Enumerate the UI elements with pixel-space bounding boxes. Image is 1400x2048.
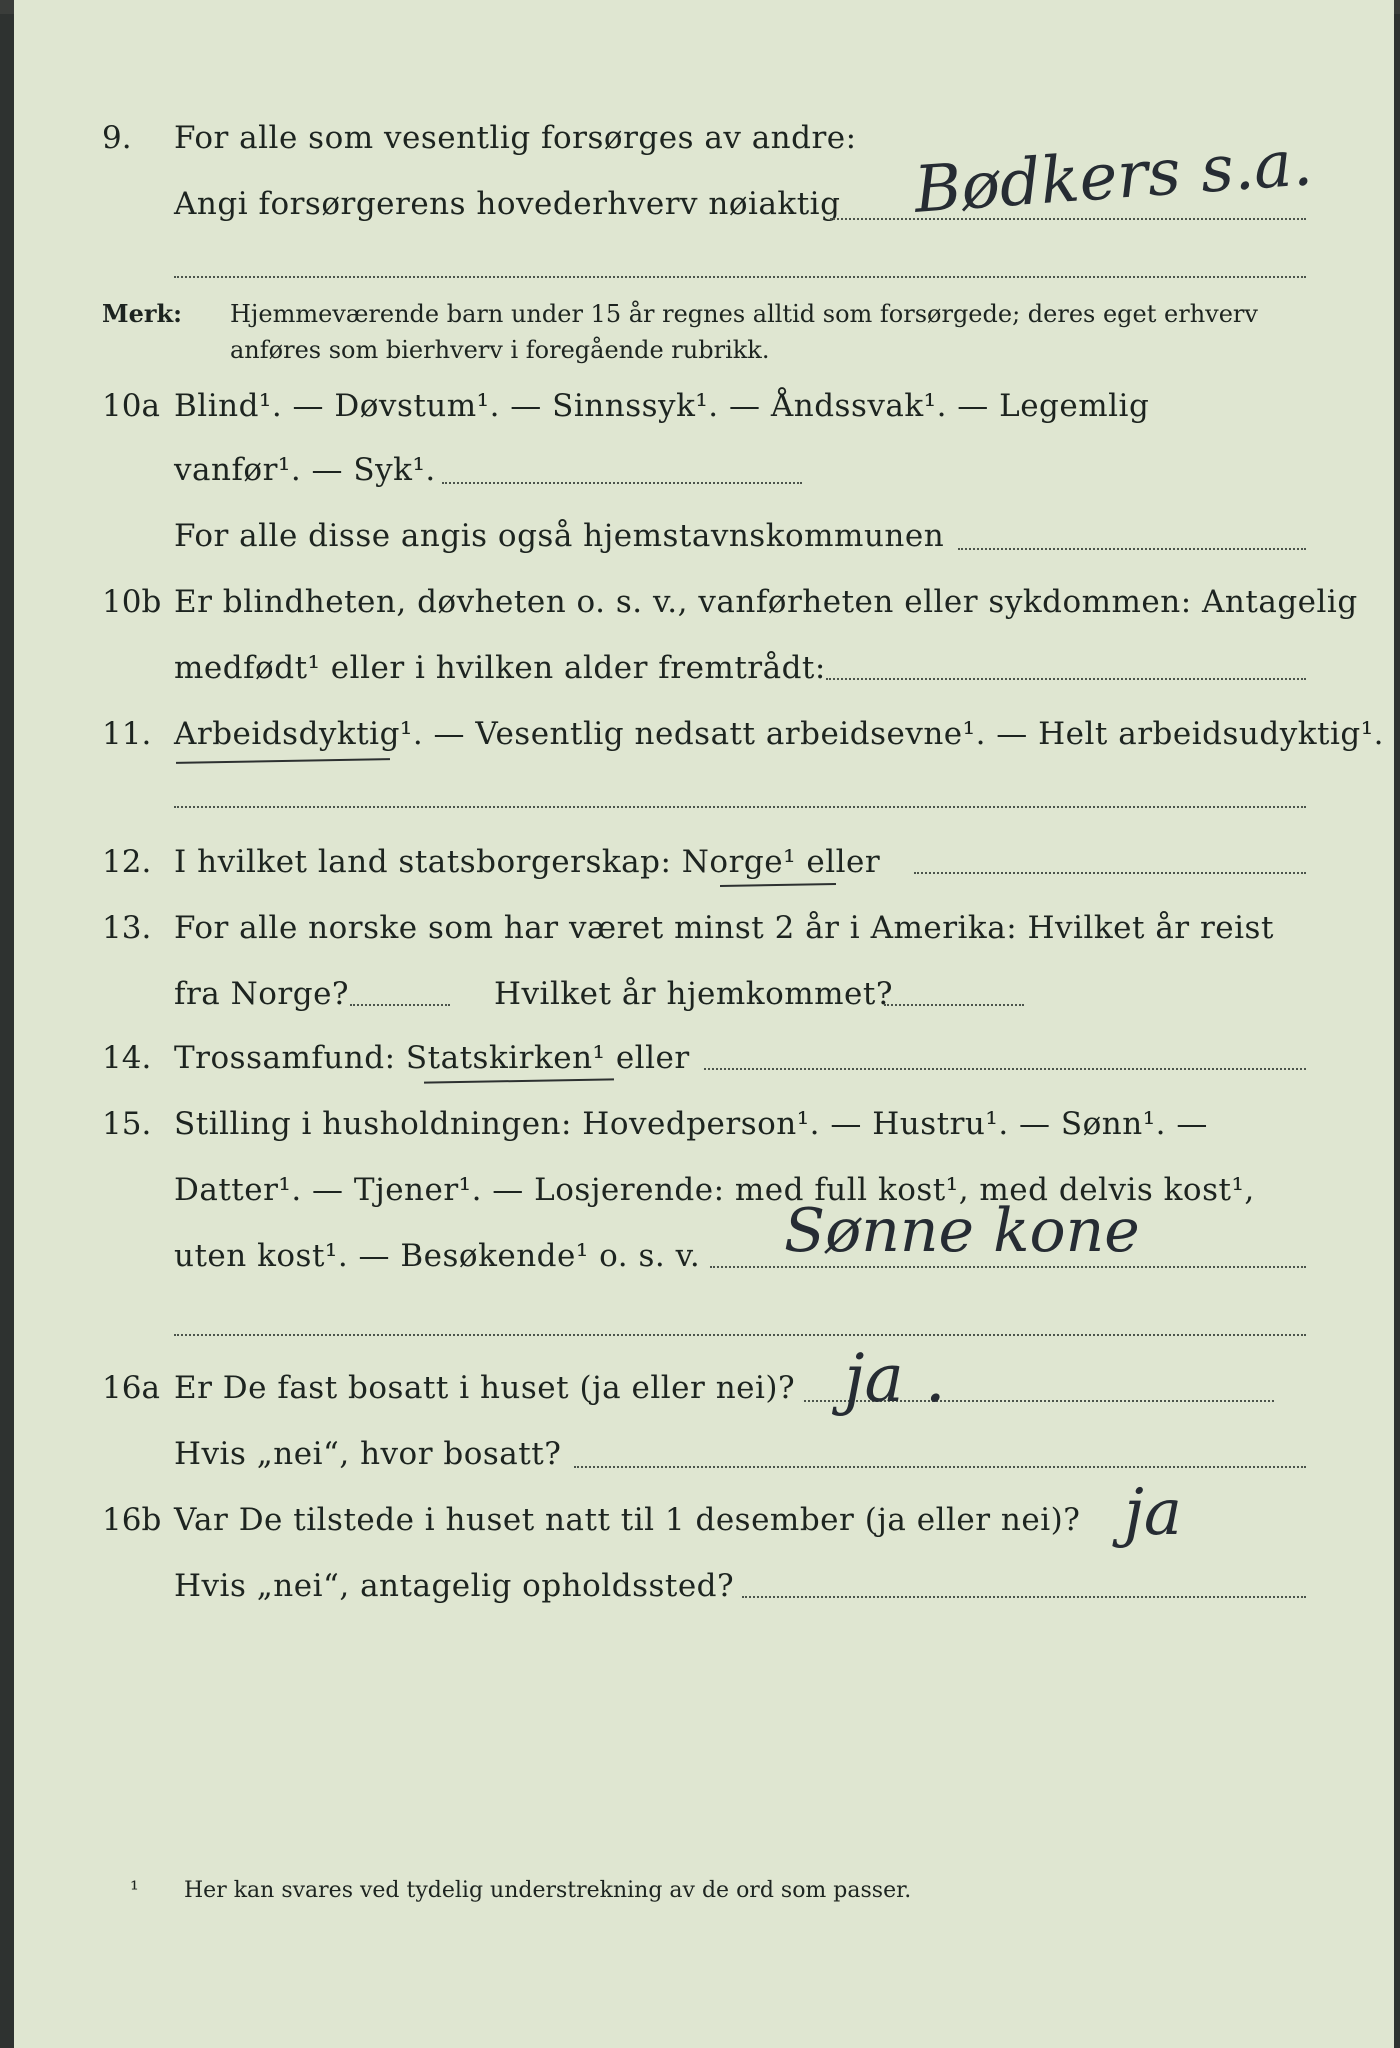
q10b-line1: Er blindheten, døvheten o. s. v., vanførheten eller sykdommen: Antagelig (174, 584, 1358, 620)
q10b-line2: medfødt¹ eller i hvilken alder fremtrådt: (174, 650, 826, 686)
q15-extra-line (174, 1334, 1306, 1336)
q16a-line1: Er De fast bosatt i huset (ja eller nei)? (174, 1370, 796, 1406)
item-number-10a: 10a (102, 388, 160, 424)
q13-dots-a (350, 1004, 450, 1006)
q11-extra-line (174, 806, 1306, 808)
q9-handwritten-answer: Bødkers s.a. (911, 126, 1315, 228)
q13-line1: For alle norske som har været minst 2 år i Amerika: Hvilket år reist (174, 910, 1274, 946)
q9-answer-line (830, 218, 1306, 220)
item-number-15: 15. (102, 1106, 152, 1142)
q15-handwritten-answer: Sønne kone (784, 1196, 1140, 1266)
note-line1: Hjemmeværende barn under 15 år regnes alltid som forsørgede; deres eget erhverv (230, 300, 1258, 328)
q16a-line2: Hvis „nei“, hvor bosatt? (174, 1436, 562, 1472)
q12-dots (914, 872, 1306, 874)
q10a-line2-dots (442, 482, 802, 484)
q11-line1: Arbeidsdyktig¹. — Vesentlig nedsatt arbeidsevne¹. — Helt arbeidsudyktig¹. (174, 716, 1385, 752)
q14-line1: Trossamfund: Statskirken¹ eller (174, 1040, 690, 1076)
q15-line3: uten kost¹. — Besøkende¹ o. s. v. (174, 1238, 701, 1274)
item-number-16a: 16a (102, 1370, 160, 1406)
q9-extra-line (174, 276, 1306, 278)
q11-answer-underline (176, 758, 390, 764)
q13-dots-b (884, 1004, 1024, 1006)
item-number-14: 14. (102, 1040, 152, 1076)
q15-dots (710, 1266, 1306, 1268)
footnote-text: Her kan svares ved tydelig understrekning av de ord som passer. (184, 1878, 912, 1903)
note-line2: anføres som bierhverv i foregående rubrikk. (230, 336, 770, 364)
q14-dots (704, 1068, 1306, 1070)
q16a-handwritten-answer: ja . (844, 1340, 946, 1417)
footnote-marker: ¹ (130, 1878, 139, 1903)
q16b-line1: Var De tilstede i huset natt til 1 desember (ja eller nei)? (174, 1502, 1081, 1538)
q16b-line2: Hvis „nei“, antagelig opholdssted? (174, 1568, 735, 1604)
item-number-9: 9. (102, 120, 132, 156)
q13-line2-b: Hvilket år hjemkommet? (494, 976, 893, 1012)
q10b-dots (826, 678, 1306, 680)
q16a-dots-2 (574, 1466, 1306, 1468)
q12-answer-underline (720, 883, 836, 887)
item-number-10b: 10b (102, 584, 162, 620)
q15-line2: Datter¹. — Tjener¹. — Losjerende: med full kost¹, med delvis kost¹, (174, 1172, 1255, 1208)
q13-line2-a: fra Norge? (174, 976, 350, 1012)
q10a-line3-dots (958, 548, 1306, 550)
item-number-12: 12. (102, 844, 152, 880)
q12-line1: I hvilket land statsborgerskap: Norge¹ eller (174, 844, 881, 880)
q16b-handwritten-answer: ja (1124, 1476, 1182, 1550)
form-page (14, 0, 1394, 2048)
item-number-16b: 16b (102, 1502, 162, 1538)
item-number-13: 13. (102, 910, 152, 946)
q10a-line1-text: Blind¹. — Døvstum¹. — Sinnssyk¹. — Åndssvak¹. — Legemlig (174, 388, 1150, 424)
q9-line1: For alle som vesentlig forsørges av andre: (174, 120, 857, 156)
q14-answer-underline (424, 1078, 614, 1083)
q10a-line3: For alle disse angis også hjemstavnskommunen (174, 518, 945, 554)
q10a-line2: vanfør¹. — Syk¹. (174, 452, 436, 488)
item-number-11: 11. (102, 716, 152, 752)
note-label: Merk: (102, 299, 182, 328)
q16b-dots (742, 1596, 1306, 1598)
q15-line1: Stilling i husholdningen: Hovedperson¹. — Hustru¹. — Sønn¹. — (174, 1106, 1208, 1142)
q10a-line1 (174, 388, 1149, 424)
q9-line2: Angi forsørgerens hovederhverv nøiaktig (174, 186, 841, 222)
